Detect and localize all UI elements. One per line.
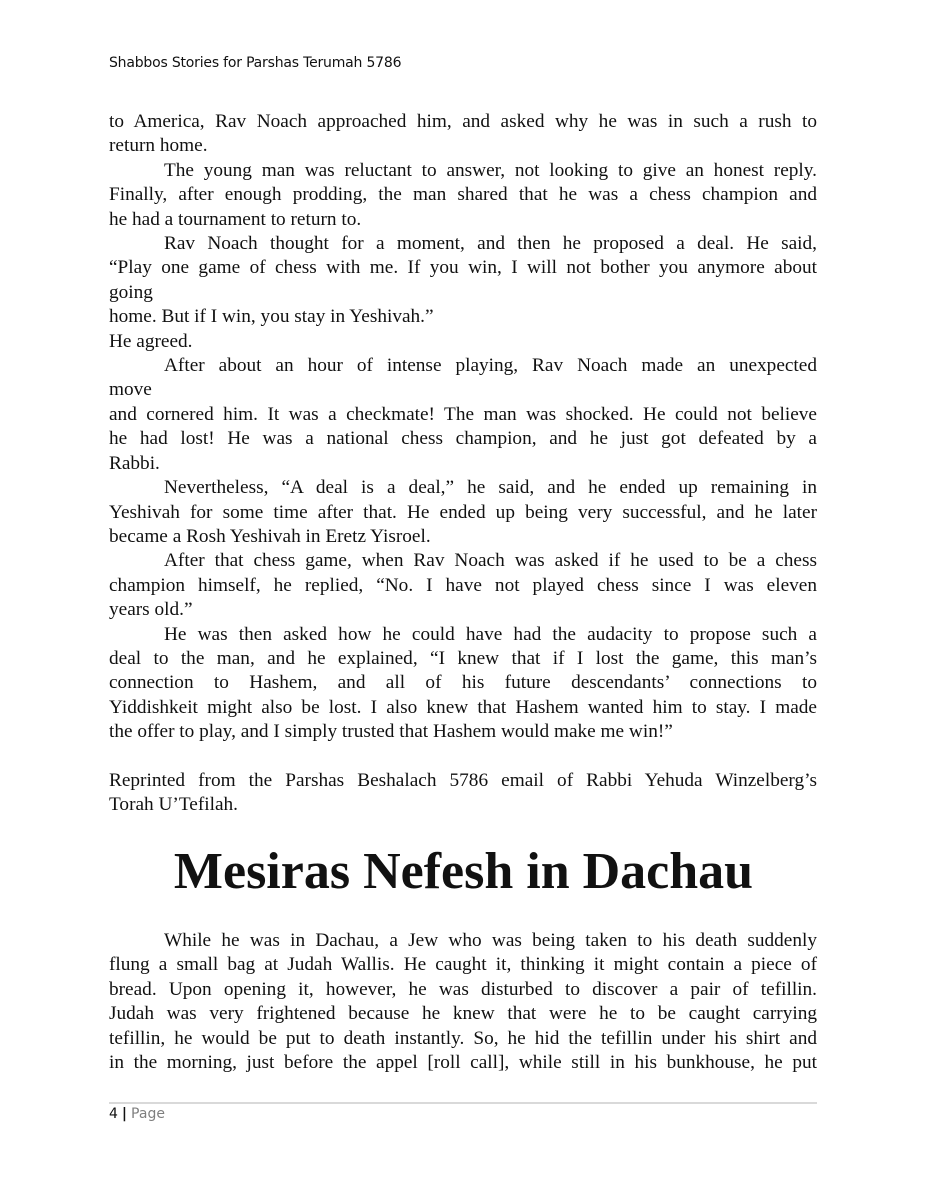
- text-line: He agreed.: [109, 330, 193, 352]
- paragraph: [109, 232, 817, 305]
- paragraph: [109, 305, 817, 329]
- page-number: 4: [109, 1106, 118, 1122]
- text-line: flung a small bag at Judah Wallis. He caught it, thinking it might contain a piece of: [109, 954, 817, 976]
- text-line: he had lost! He was a national chess champion, and he just got defeated by a: [109, 428, 817, 450]
- paragraph: [109, 549, 817, 622]
- text-line: the offer to play, and I simply trusted that Hashem would make me win!”: [109, 721, 673, 743]
- text-line: tefillin, he would be put to death instantly. So, he hid the tefillin under his shirt and: [109, 1027, 817, 1049]
- paragraph-spacer: [109, 745, 817, 769]
- text-line: After about an hour of intense playing, Rav Noach made an unexpected: [164, 355, 817, 377]
- paragraph: [109, 403, 817, 476]
- text-line: While he was in Dachau, a Jew who was being taken to his death suddenly: [164, 930, 817, 951]
- footer-separator: |: [121, 1106, 128, 1122]
- text-line: deal to the man, and he explained, “I knew that if I lost the game, this man’s: [109, 647, 817, 669]
- text-line: Nevertheless, “A deal is a deal,” he said, and he ended up remaining in: [164, 477, 817, 499]
- text-line: champion himself, he replied, “No. I have not played chess since I was eleven: [109, 574, 817, 596]
- paragraph: [109, 110, 817, 159]
- text-line: The young man was reluctant to answer, not looking to give an honest reply.: [164, 159, 817, 181]
- text-line: return home.: [109, 135, 208, 157]
- text-line: he had a tournament to return to.: [109, 208, 362, 230]
- text-line: home. But if I win, you stay in Yeshivah.”: [109, 306, 434, 328]
- text-line: Torah U’Tefilah.: [109, 794, 238, 816]
- paragraph: [109, 354, 817, 403]
- text-line: to America, Rav Noach approached him, and asked why he was in such a rush to: [109, 111, 817, 132]
- paragraph: [109, 769, 817, 818]
- text-line: years old.”: [109, 599, 193, 621]
- text-line: Judah was very frightened because he knew that were he to be caught carrying: [109, 1003, 817, 1025]
- text-line: Yiddishkeit might also be lost. I also knew that Hashem wanted him to stay. I made: [109, 696, 817, 718]
- article-body: [109, 929, 817, 1075]
- story-continuation: [109, 110, 817, 818]
- article-title: Mesiras Nefesh in Dachau: [173, 843, 754, 900]
- text-line: Finally, after enough prodding, the man shared that he was a chess champion and: [109, 184, 817, 206]
- paragraph: [109, 929, 817, 1075]
- text-line: bread. Upon opening it, however, he was disturbed to discover a pair of tefillin.: [109, 978, 817, 1000]
- text-line: “Play one game of chess with me. If you win, I will not bother you anymore about: [109, 257, 817, 279]
- paragraph: [109, 623, 817, 745]
- text-line: in the morning, just before the appel [roll call], while still in his bunkhouse, he put: [109, 1052, 817, 1074]
- text-line: Yeshivah for some time after that. He ended up being very successful, and he later: [109, 501, 817, 523]
- text-line: Rabbi.: [109, 452, 160, 474]
- text-line: Rav Noach thought for a moment, and then he proposed a deal. He said,: [164, 233, 817, 255]
- text-line: Reprinted from the Parshas Beshalach 5786 email of Rabbi Yehuda Winzelberg’s: [109, 769, 817, 791]
- text-line: going: [109, 281, 153, 303]
- page-footer: [109, 1106, 165, 1122]
- paragraph: [109, 330, 817, 354]
- page-label: Page: [131, 1106, 165, 1122]
- text-line: connection to Hashem, and all of his future descendants’ connections to: [109, 672, 817, 694]
- footer-divider: [109, 1102, 817, 1104]
- text-line: and cornered him. It was a checkmate! The man was shocked. He could not believe: [109, 403, 817, 425]
- paragraph: [109, 476, 817, 549]
- text-line: became a Rosh Yeshivah in Eretz Yisroel.: [109, 525, 431, 547]
- text-line: After that chess game, when Rav Noach was asked if he used to be a chess: [164, 550, 817, 572]
- text-line: move: [109, 379, 152, 401]
- text-line: He was then asked how he could have had the audacity to propose such a: [164, 623, 817, 645]
- running-header: Shabbos Stories for Parshas Terumah 5786: [109, 55, 402, 71]
- paragraph: [109, 159, 817, 232]
